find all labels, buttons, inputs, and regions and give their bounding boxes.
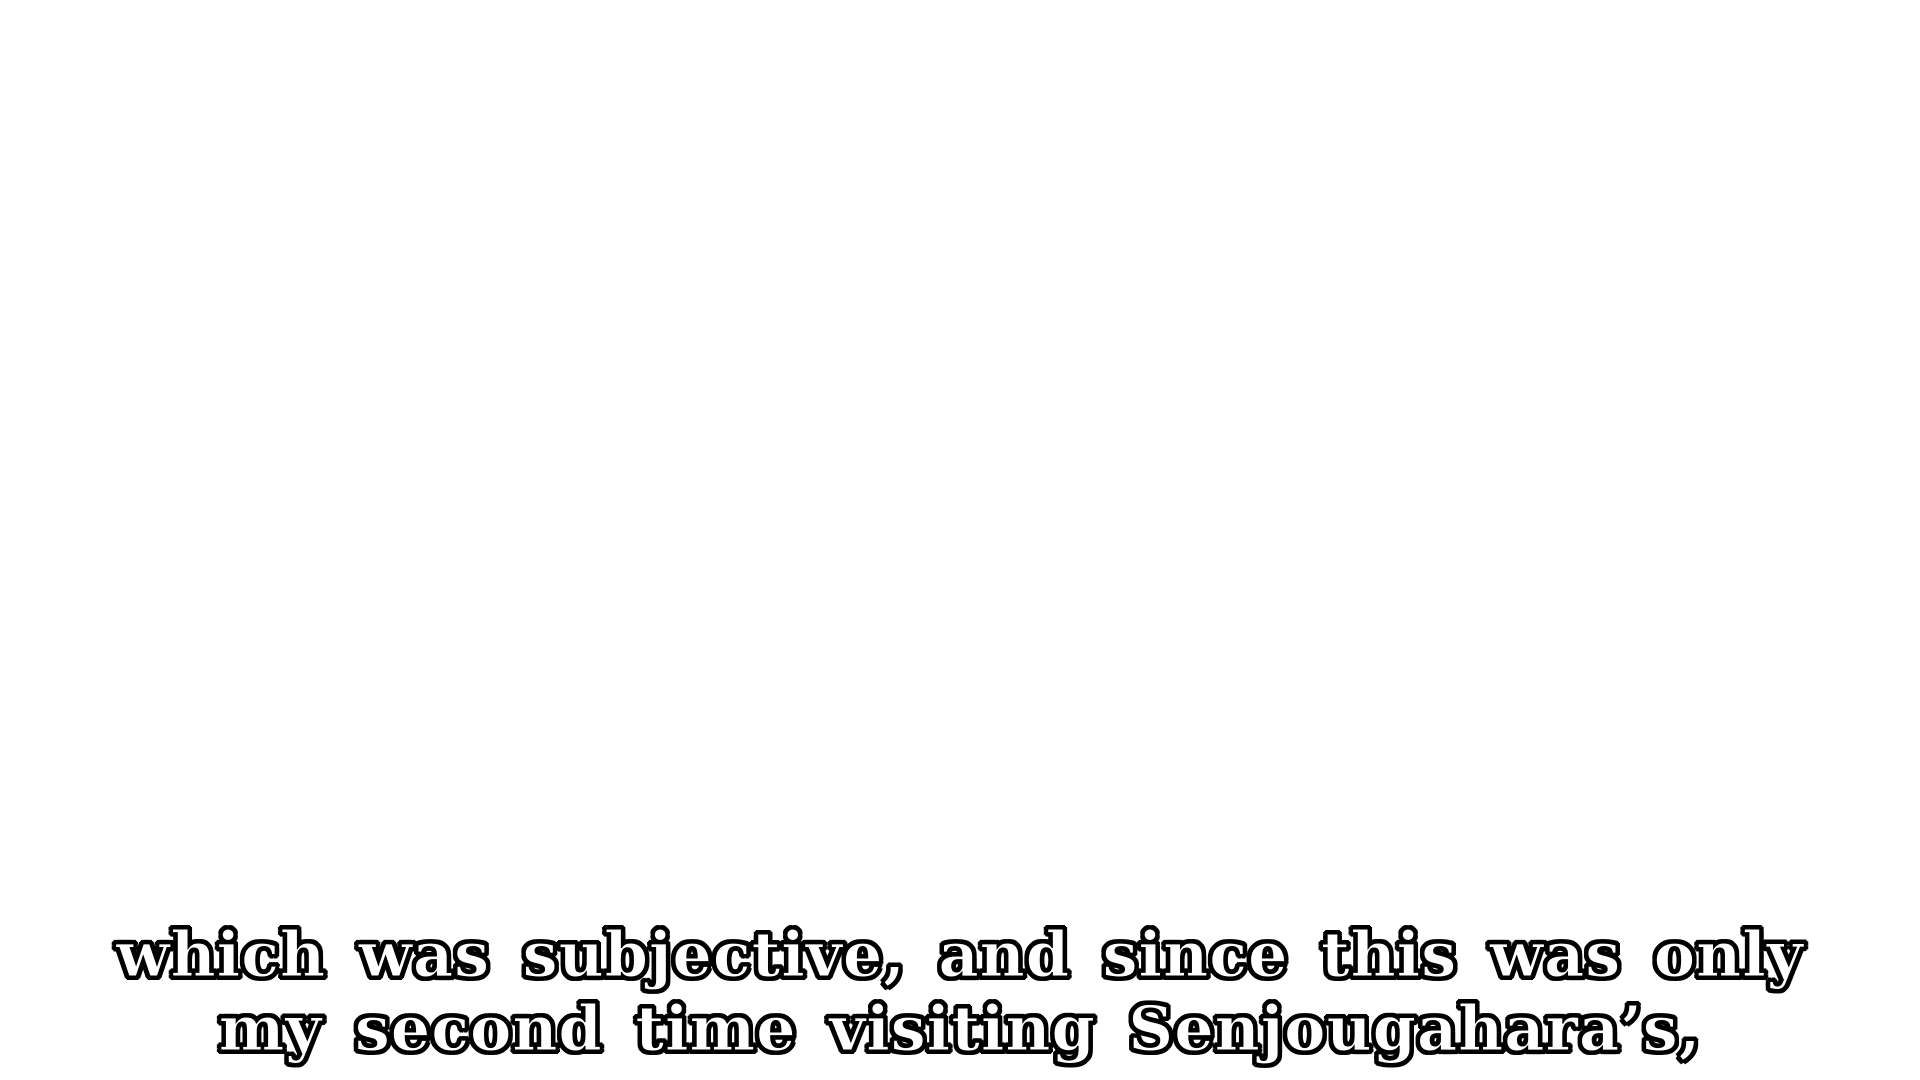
subtitle-line-1: which was subjective, and since this was only [116, 918, 1804, 991]
subtitle-line-2: my second time visiting Senjougahara’s, [218, 992, 1702, 1065]
subtitle-caption [0, 918, 1920, 1066]
